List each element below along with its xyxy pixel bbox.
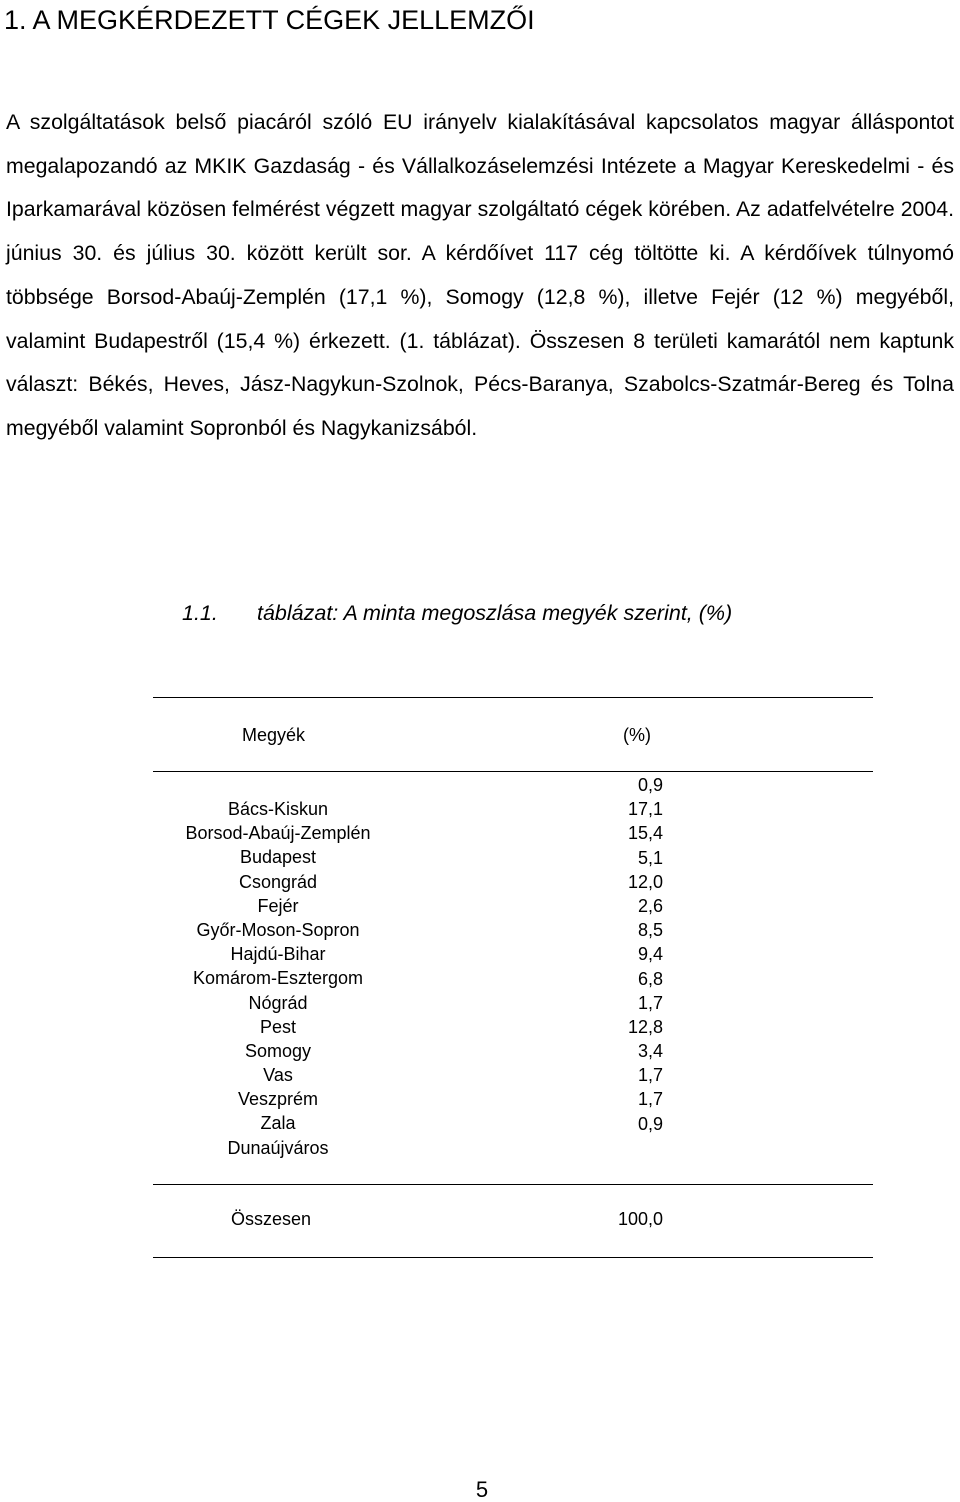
percent-cell: 9,4 bbox=[637, 944, 663, 965]
table-top-rule bbox=[153, 697, 873, 698]
county-cell: Csongrád bbox=[238, 871, 318, 892]
percent-cell: 12,0 bbox=[627, 871, 663, 892]
county-cell: Komárom-Esztergom bbox=[192, 968, 364, 989]
county-cell: Pest bbox=[259, 1016, 297, 1037]
table-caption bbox=[182, 597, 732, 629]
percent-cell: 12,8 bbox=[627, 1016, 663, 1037]
table-caption-text: táblázat: A minta megoszlása megyék szerint, (%) bbox=[257, 601, 733, 625]
county-cell: Győr-Moson-Sopron bbox=[196, 919, 360, 940]
header-county: Megyék bbox=[242, 725, 306, 745]
percent-cell: 8,5 bbox=[637, 920, 663, 941]
percent-cell: 5,1 bbox=[637, 847, 663, 868]
percent-cell: 0,9 bbox=[637, 1113, 663, 1134]
header-percent: (%) bbox=[623, 725, 651, 745]
percent-cell: 17,1 bbox=[627, 799, 663, 820]
table-header-rule bbox=[153, 771, 873, 772]
percent-cell: 1,7 bbox=[637, 992, 663, 1013]
county-cell: Borsod-Abaúj-Zemplén bbox=[185, 823, 371, 844]
county-cell: Dunaújváros bbox=[227, 1137, 329, 1158]
county-cell: Fejér bbox=[257, 895, 299, 916]
percent-cell: 1,7 bbox=[637, 1065, 663, 1086]
percent-cell: 3,4 bbox=[637, 1041, 663, 1062]
county-cell: Somogy bbox=[244, 1040, 312, 1061]
percent-column bbox=[593, 773, 663, 1136]
county-cell: Veszprém bbox=[237, 1089, 319, 1110]
table-body-rule bbox=[153, 1184, 873, 1185]
county-column bbox=[153, 797, 403, 1160]
county-cell: Zala bbox=[260, 1113, 296, 1134]
percent-cell: 1,7 bbox=[637, 1089, 663, 1110]
section-heading: 1. A MEGKÉRDEZETT CÉGEK JELLEMZŐI bbox=[4, 5, 535, 35]
percent-cell: 15,4 bbox=[627, 823, 663, 844]
intro-paragraph: A szolgáltatások belső piacáról szóló EU irányelv kialakításával kapcsolatos magyar álláspontot megalapozandó az MKIK Gazdaság - és Vállalkozáselemzési Intézete a Magyar Kereskedelmi - és Iparkamarával közösen felmérést végzett magyar szolgáltató cégek körében. Az adatfelvételre 2004. június 30. és július 30. között került sor. A kérdőívet 117 cég töltötte ki. A kérdőívek túlnyomó többsége Borsod-Abaúj-Zemplén (17,1 %), Somogy (12,8 %), illetve Fejér (12 %) megyéből, valamint Budapestről (15,4 %) érkezett. (1. táblázat). Összesen 8 területi kamarától nem kaptunk választ: Békés, Heves, Jász-Nagykun-Szolnok, Pécs-Baranya, Szabolcs-Szatmár-Bereg és Tolna megyéből valamint Sopronból és Nagykanizsából. bbox=[6, 110, 954, 440]
table-bottom-rule bbox=[153, 1257, 873, 1258]
county-cell: Hajdú-Bihar bbox=[230, 944, 326, 965]
percent-cell: 2,6 bbox=[637, 895, 663, 916]
total-label: Összesen bbox=[231, 1209, 312, 1229]
table-caption-number: 1.1. bbox=[182, 601, 218, 625]
county-cell: Budapest bbox=[239, 847, 317, 868]
county-cell: Vas bbox=[263, 1065, 293, 1086]
total-value: 100,0 bbox=[617, 1209, 663, 1229]
page-number: 5 bbox=[475, 1477, 489, 1502]
county-cell: Bács-Kiskun bbox=[227, 799, 329, 819]
county-cell: Nógrád bbox=[248, 992, 308, 1013]
percent-cell: 0,9 bbox=[637, 775, 663, 795]
percent-cell: 6,8 bbox=[637, 968, 663, 989]
county-distribution-table bbox=[153, 697, 873, 1259]
